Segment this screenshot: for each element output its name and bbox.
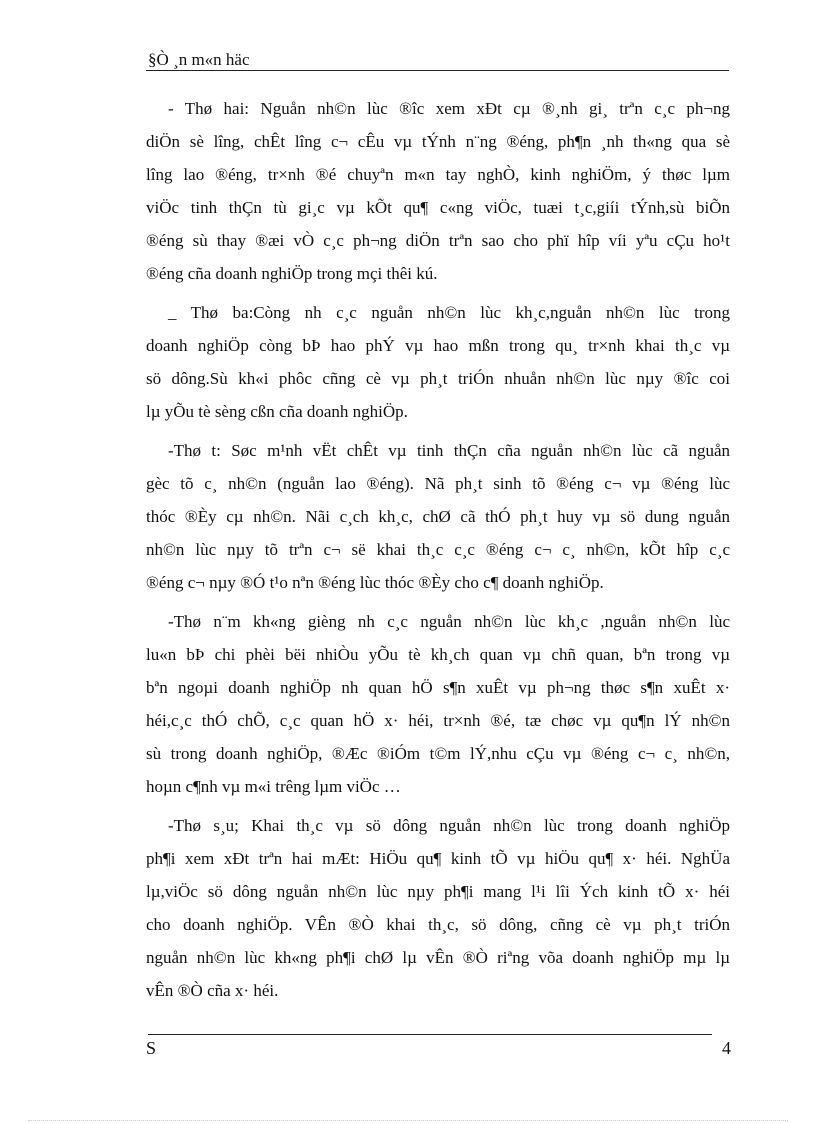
text-line: vÊn ®Ò cña x· héi.	[146, 981, 279, 1000]
paragraph	[146, 605, 730, 803]
text-line: cho doanh nghiÖp. VÊn ®Ò khai th¸c, sö dông, cñng cè vµ ph¸t triÓn	[146, 915, 730, 934]
text-line: lµ yÕu tè sèng cßn cña doanh nghiÖp.	[146, 402, 408, 421]
text-line: -Thø s¸u; Khai th¸c vµ sö dông nguån nh©n lùc trong doanh nghiÖp	[168, 816, 730, 835]
text-line: ®éng cña doanh nghiÖp trong mçi thêi kú.	[146, 264, 438, 283]
text-line: - Thø hai: Nguån nh©n lùc ®îc xem xÐt cµ ®¸nh gi¸ trªn c¸c ph¬ng	[168, 99, 730, 118]
text-line: -Thø t: Søc m¹nh vËt chÊt vµ tinh thÇn cña nguån nh©n lùc cã nguån	[168, 441, 730, 460]
text-line: sù trong doanh nghiÖp, ®Æc ®iÓm t©m lÝ,nhu cÇu vµ ®éng c¬ c¸ nh©n,	[146, 744, 730, 763]
text-line: hoµn c¶nh vµ m«i trêng lµm viÖc …	[146, 777, 401, 796]
header-divider	[146, 70, 729, 71]
page-header-title: §Ò ¸n m«n häc	[148, 50, 250, 69]
paragraph	[146, 434, 730, 599]
text-line: bªn ngoµi doanh nghiÖp nh quan hÖ s¶n xuÊt vµ ph¬ng thøc s¶n xuÊt x·	[146, 678, 730, 697]
text-line: gèc tõ c¸ nh©n (nguån lao ®éng). Nã ph¸t sinh tõ ®éng c¬ vµ ®éng lùc	[146, 474, 730, 493]
text-line: nh©n lùc nµy tõ trªn c¬ së khai th¸c c¸c ®éng c¬ c¸ nh©n, kÕt hîp c¸c	[146, 540, 730, 559]
page-number: 4	[722, 1038, 731, 1058]
footer-label: S	[146, 1038, 157, 1058]
text-line: _ Thø ba:Còng nh c¸c nguån nh©n lùc kh¸c,nguån nh©n lùc trong	[168, 303, 730, 322]
text-line: diÖn sè lîng, chÊt lîng c¬ cÊu vµ tÝnh n¨ng ®éng, ph¶n ¸nh th«ng qua sè	[146, 132, 730, 151]
text-line: viÖc tinh thÇn tù gi¸c vµ kÕt qu¶ c«ng viÖc, tuæi t¸c,giíi tÝnh,sù biÕn	[146, 198, 730, 217]
paragraph	[146, 809, 730, 1007]
text-line: lu«n bÞ chi phèi bëi nhiÒu yÕu tè kh¸ch quan vµ chñ quan, bªn trong vµ	[146, 645, 730, 664]
text-line: ®éng c¬ nµy ®Ó t¹o nªn ®éng lùc thóc ®Èy cho c¶ doanh nghiÖp.	[146, 573, 604, 592]
document-body	[146, 92, 730, 1007]
page-edge-divider	[28, 1120, 788, 1121]
paragraph	[146, 296, 730, 428]
footer-divider	[148, 1034, 712, 1035]
text-line: doanh nghiÖp còng bÞ hao phÝ vµ hao mßn trong qu¸ tr×nh khai th¸c vµ	[146, 336, 730, 355]
text-line: lîng lao ®éng, tr×nh ®é chuyªn m«n tay nghÒ, kinh nghiÖm, ý thøc lµm	[146, 165, 730, 184]
text-line: thóc ®Èy cµ nh©n. Nãi c¸ch kh¸c, chØ cã thÓ ph¸t huy vµ sö dung nguån	[146, 507, 730, 526]
text-line: héi,c¸c thÓ chÕ, c¸c quan hÖ x· héi, tr×nh ®é, tæ chøc vµ qu¶n lÝ nh©n	[146, 711, 730, 730]
text-line: ph¶i xem xÐt trªn hai mÆt: HiÖu qu¶ kinh tÕ vµ hiÖu qu¶ x· héi. NghÜa	[146, 849, 730, 868]
text-line: sö dông.Sù kh«i phôc cñng cè vµ ph¸t triÓn nhuån nh©n lùc nµy ®îc coi	[146, 369, 730, 388]
text-line: ®éng sù thay ®æi vÒ c¸c ph¬ng diÖn trªn sao cho phï hîp víi yªu cÇu ho¹t	[146, 231, 730, 250]
text-line: nguån nh©n lùc kh«ng ph¶i chØ lµ vÊn ®Ò riªng võa doanh nghiÖp mµ lµ	[146, 948, 730, 967]
text-line: -Thø n¨m kh«ng gièng nh c¸c nguån nh©n lùc kh¸c ,nguån nh©n lùc	[168, 612, 730, 631]
text-line: lµ,viÖc sö dông nguån nh©n lùc nµy ph¶i mang l¹i lîi Ých kinh tÕ x· héi	[146, 882, 730, 901]
paragraph	[146, 92, 730, 290]
